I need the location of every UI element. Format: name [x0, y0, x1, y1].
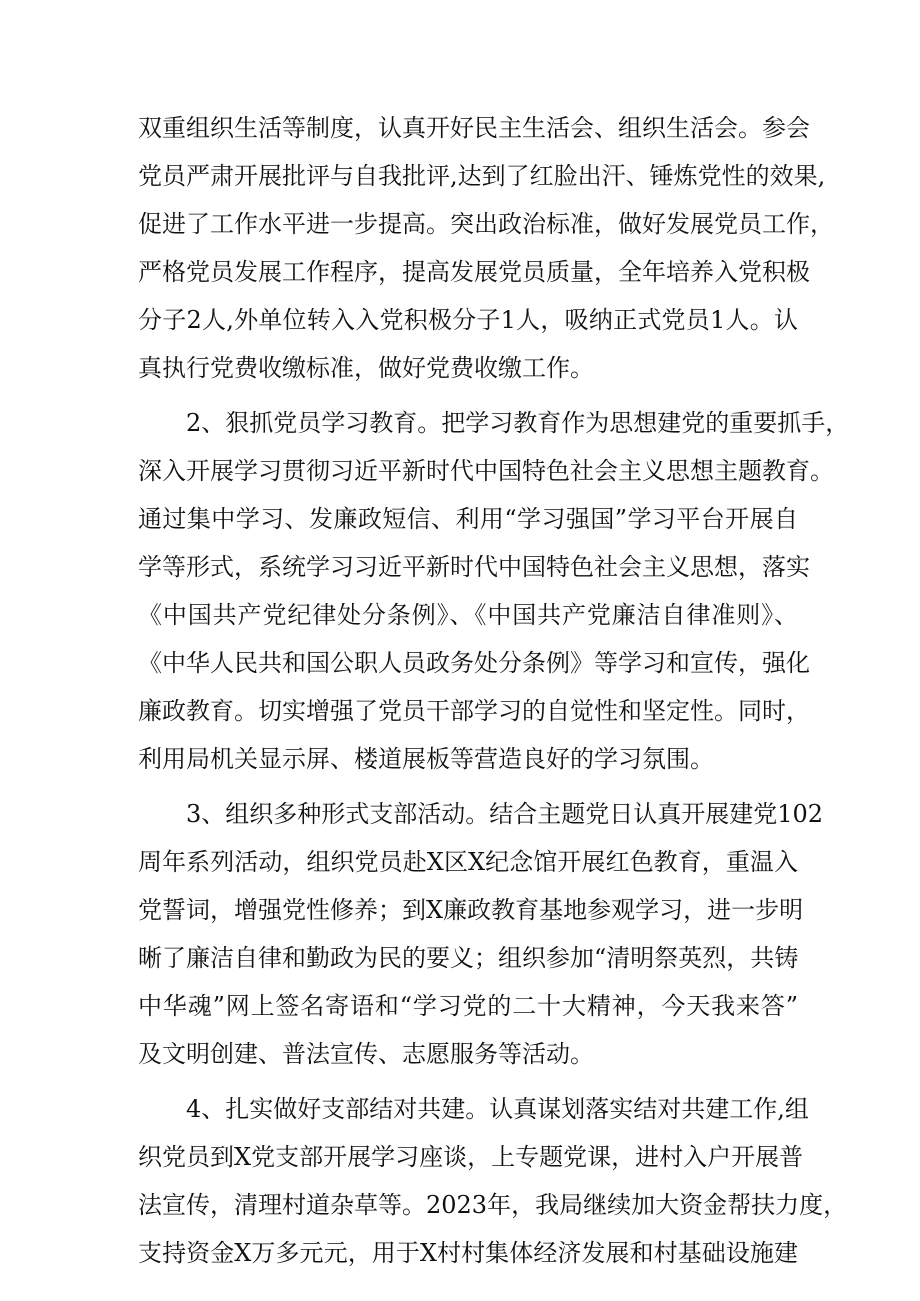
text-line: 利用局机关显示屏、楼道展板等营造良好的学习氛围。 — [138, 745, 714, 773]
text-line: 分子2人,外单位转入入党积极分子1人，吸纳正式党员1人。认 — [138, 306, 798, 334]
text-line: 及文明创建、普法宣传、志愿服务等活动。 — [138, 1040, 594, 1068]
text-line: 通过集中学习、发廉政短信、利用“学习强国”学习平台开展自 — [138, 505, 798, 533]
text-line: 《中国共产党纪律处分条例》、《中国共产党廉洁自律准则》、 — [138, 601, 798, 629]
paragraph-heading-line: 4、扎实做好支部结对共建。认真谋划落实结对共建工作,组 — [186, 1095, 809, 1123]
text-line: 《中华人民共和国公职人员政务处分条例》等学习和宣传，强化 — [138, 649, 810, 677]
text-line: 织党员到X党支部开展学习座谈，上专题党课，进村入户开展普 — [138, 1143, 804, 1171]
paragraph-heading-line: 2、狠抓党员学习教育。把学习教育作为思想建党的重要抓手， — [186, 409, 850, 437]
text-line: 党员严肃开展批评与自我批评,达到了红脸出汗、锤炼党性的效果, — [138, 162, 826, 190]
text-line: 深入开展学习贯彻习近平新时代中国特色社会主义思想主题教育。 — [138, 457, 834, 485]
text-line: 促进了工作水平进一步提高。突出政治标准，做好发展党员工作， — [138, 210, 834, 238]
text-line: 支持资金X万多元元，用于X村村集体经济发展和村基础设施建 — [138, 1239, 798, 1267]
text-line: 晰了廉洁自律和勤政为民的要义；组织参加“清明祭英烈，共铸 — [138, 944, 799, 972]
text-line: 学等形式，系统学习习近平新时代中国特色社会主义思想，落实 — [138, 553, 810, 581]
text-line: 周年系列活动，组织党员赴X区X纪念馆开展红色教育，重温入 — [138, 848, 798, 876]
text-line: 法宣传，清理村道杂草等。2023年，我局继续加大资金帮扶力度， — [138, 1191, 848, 1219]
text-line: 廉政教育。切实增强了党员干部学习的自觉性和坚定性。同时， — [138, 697, 810, 725]
text-line: 严格党员发展工作程序，提高发展党员质量，全年培养入党积极 — [138, 258, 810, 286]
text-line: 中华魂”网上签名寄语和“学习党的二十大精神，今天我来答” — [138, 992, 798, 1020]
paragraph-heading-line: 3、组织多种形式支部活动。结合主题党日认真开展建党102 — [186, 800, 824, 828]
text-line: 党誓词，增强党性修养；到X廉政教育基地参观学习，进一步明 — [138, 896, 804, 924]
text-line: 真执行党费收缴标准，做好党费收缴工作。 — [138, 354, 594, 382]
text-line: 双重组织生活等制度，认真开好民主生活会、组织生活会。参会 — [138, 114, 810, 142]
